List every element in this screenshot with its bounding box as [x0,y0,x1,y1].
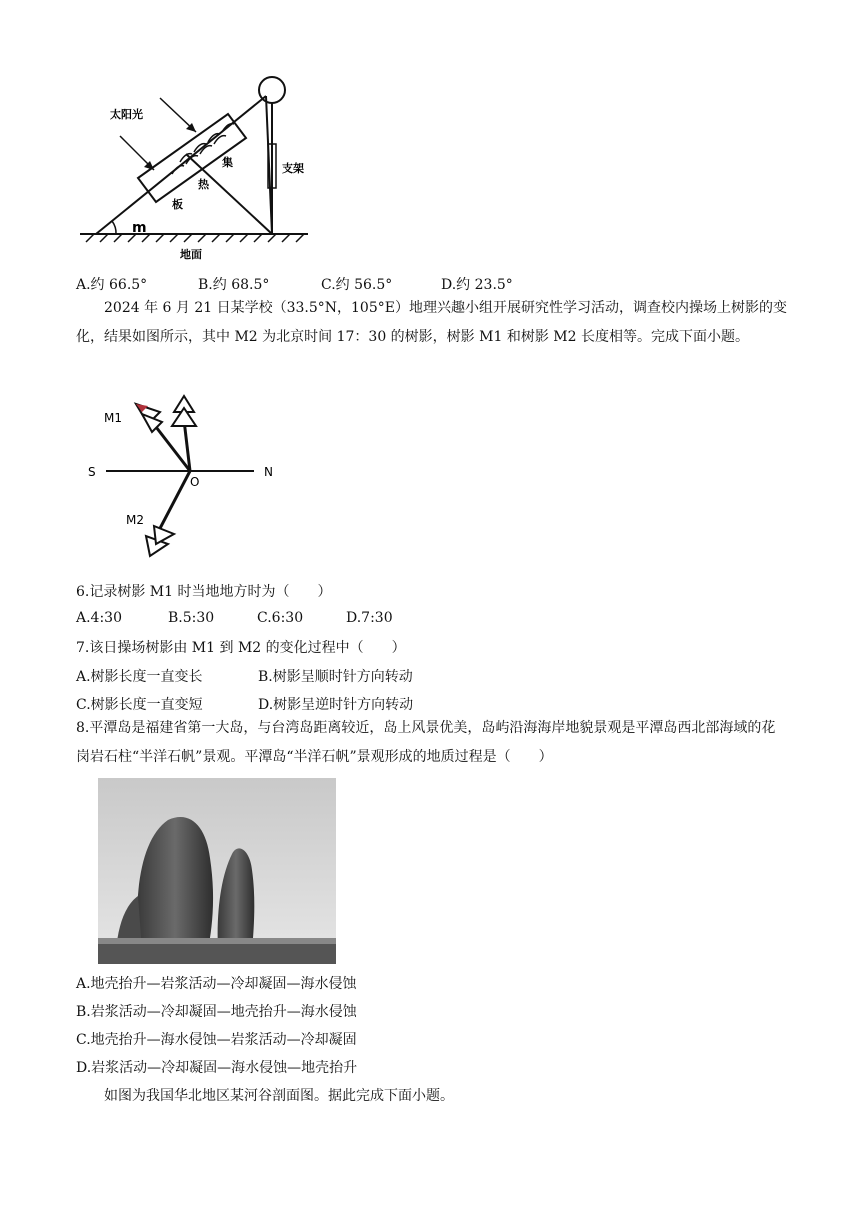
q8-option-c[interactable]: C.地壳抬升—海水侵蚀—岩浆活动—冷却凝固 [76,1032,357,1048]
m1-label: M1 [104,411,122,425]
q5-option-d[interactable]: D.约 23.5° [441,277,513,293]
ground-label: 地面 [180,248,202,261]
q5-option-a[interactable]: A.约 66.5° [76,277,148,293]
s-label: S [88,465,96,479]
q7-option-d[interactable]: D.树影呈逆时针方向转动 [258,697,414,713]
q6-option-a[interactable]: A.4:30 [76,610,122,626]
angle-label: m [132,220,147,236]
q8-option-a[interactable]: A.地壳抬升—岩浆活动—冷却凝固—海水侵蚀 [76,976,357,992]
n-label: N [264,465,273,479]
support-label: 支架 [282,162,304,175]
granite-pillars-photo [98,778,336,964]
o-label: O [190,475,200,489]
q7-options-row1 [76,666,776,686]
q6-option-d[interactable]: D.7:30 [346,610,393,626]
q7-option-c[interactable]: C.树影长度一直变短 [76,697,203,713]
q5-option-c[interactable]: C.约 56.5° [321,277,393,293]
sunlight-label: 太阳光 [110,108,143,121]
solar-collector-figure [76,74,316,264]
pulley-circle [259,77,285,103]
m2-label: M2 [126,513,144,527]
q6-options [76,610,776,630]
q8-option-d[interactable]: D.岩浆活动—冷却凝固—海水侵蚀—地壳抬升 [76,1060,358,1076]
q5-options [76,274,776,294]
q8-stem: 8.平潭岛是福建省第一大岛，与台湾岛距离较近，岛上风景优美，岛屿沿海海岸地貌景观是平潭岛西北部海域的花岗岩石柱“半洋石帆”景观。平潭岛“半洋石帆”景观形成的地质过程是（ ） [76,720,776,765]
q8-option-b[interactable]: B.岩浆活动—冷却凝固—地壳抬升—海水侵蚀 [76,1004,357,1020]
intro-paragraph-tree-shadow: 2024 年 6 月 21 日某学校（33.5°N，105°E）地理兴趣小组开展研究性学习活动，调查校内操场上树影的变化，结果如图所示，其中 M2 为北京时间 17：30 的树影，树影 M1 和树影 M2 长度相等。完成下面小题。 [76,300,787,345]
q6-option-b[interactable]: B.5:30 [168,610,215,626]
panel-char-1: 集 [222,156,233,169]
intro-paragraph-river-valley: 如图为我国华北地区某河谷剖面图。据此完成下面小题。 [104,1088,454,1104]
q7-option-b[interactable]: B.树影呈顺时针方向转动 [258,669,413,685]
tree-shadow-figure [82,384,282,564]
q6-stem: 6.记录树影 M1 时当地地方时为（ ） [76,584,332,600]
q6-option-c[interactable]: C.6:30 [257,610,304,626]
q7-options-row2 [76,694,776,714]
q5-option-b[interactable]: B.约 68.5° [198,277,270,293]
panel-char-3: 板 [172,198,183,211]
q7-option-a[interactable]: A.树影长度一直变长 [76,669,203,685]
q7-stem: 7.该日操场树影由 M1 到 M2 的变化过程中（ ） [76,640,406,656]
panel-char-2: 热 [198,178,209,191]
